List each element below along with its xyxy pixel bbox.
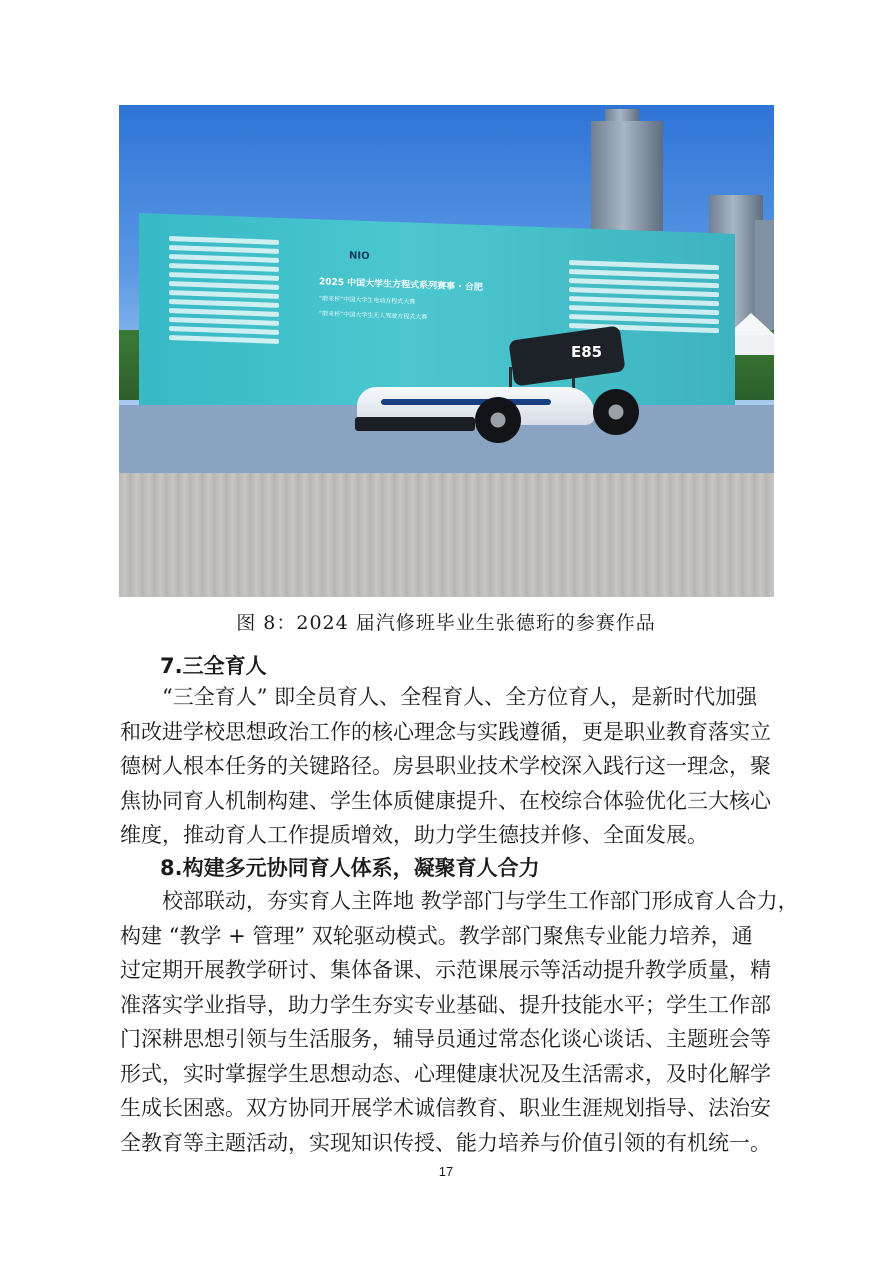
- sponsor-logos-right: [569, 256, 719, 337]
- paragraph-line: “三全育人” 即全员育人、全程育人、全方位育人，是新时代加强: [162, 685, 758, 709]
- figure-caption: 图 8：2024 届汽修班毕业生张德珩的参赛作品: [236, 612, 656, 634]
- pavement: [119, 473, 774, 597]
- paragraph-line: 校部联动，夯实育人主阵地 教学部门与学生工作部门形成育人合力，: [162, 889, 799, 913]
- banner-line-2: “蔚来杯”中国大学生无人驾驶方程式大赛: [319, 310, 428, 322]
- paragraph-line: 构建 “教学 + 管理” 双轮驱动模式。教学部门聚焦专业能力培养，通: [120, 923, 753, 948]
- section-7-heading: 7.三全育人: [160, 654, 267, 678]
- car-number: E85: [571, 343, 603, 361]
- paragraph-line: 焦协同育人机制构建、学生体质健康提升、在校综合体验优化三大核心: [120, 788, 771, 813]
- paragraph-line: 全教育等主题活动，实现知识传授、能力培养与价值引领的有机统一。: [120, 1130, 771, 1155]
- car-rear-wheel: [593, 389, 639, 435]
- nio-logo: NIO: [349, 250, 370, 263]
- paragraph-line: 和改进学校思想政治工作的核心理念与实践遵循，更是职业教育落实立: [120, 719, 771, 744]
- section-7-paragraph: [120, 680, 780, 853]
- paragraph-line: 生成长困惑。双方协同开展学术诚信教育、职业生涯规划指导、法治安: [120, 1096, 771, 1120]
- paragraph-line: 德树人根本任务的关键路径。房县职业技术学校深入践行这一理念，聚: [120, 754, 771, 778]
- section-8-heading: 8.构建多元协同育人体系，凝聚育人合力: [160, 856, 540, 880]
- banner-text: [319, 249, 559, 325]
- car-front-wheel: [475, 397, 521, 443]
- page-number: 17: [438, 1164, 454, 1179]
- banner-title: 2025 中国大学生方程式系列赛事 · 合肥: [319, 277, 483, 294]
- paragraph-line: 准落实学业指导，助力学生夯实专业基础、提升技能水平；学生工作部: [120, 992, 771, 1017]
- banner-line-1: “蔚来杯”中国大学生电动方程式大赛: [319, 295, 416, 306]
- paragraph-line: 门深耕思想引领与生活服务，辅导员通过常态化谈心谈话、主题班会等: [120, 1027, 771, 1051]
- paragraph-line: 维度，推动育人工作提质增效，助力学生德技并修、全面发展。: [120, 823, 708, 847]
- sponsor-logos-left: [169, 232, 279, 396]
- race-car-front-wing: [355, 417, 475, 431]
- skyscraper: [591, 121, 663, 231]
- paragraph-line: 过定期开展教学研讨、集体备课、示范课展示等活动提升教学质量，精: [120, 958, 771, 982]
- race-car-stripe: [381, 399, 551, 405]
- paragraph-line: 形式，实时掌握学生思想动态、心理健康状况及生活需求，及时化解学: [120, 1061, 771, 1086]
- figure-photo: [119, 105, 774, 597]
- section-8-paragraph: [120, 884, 799, 1160]
